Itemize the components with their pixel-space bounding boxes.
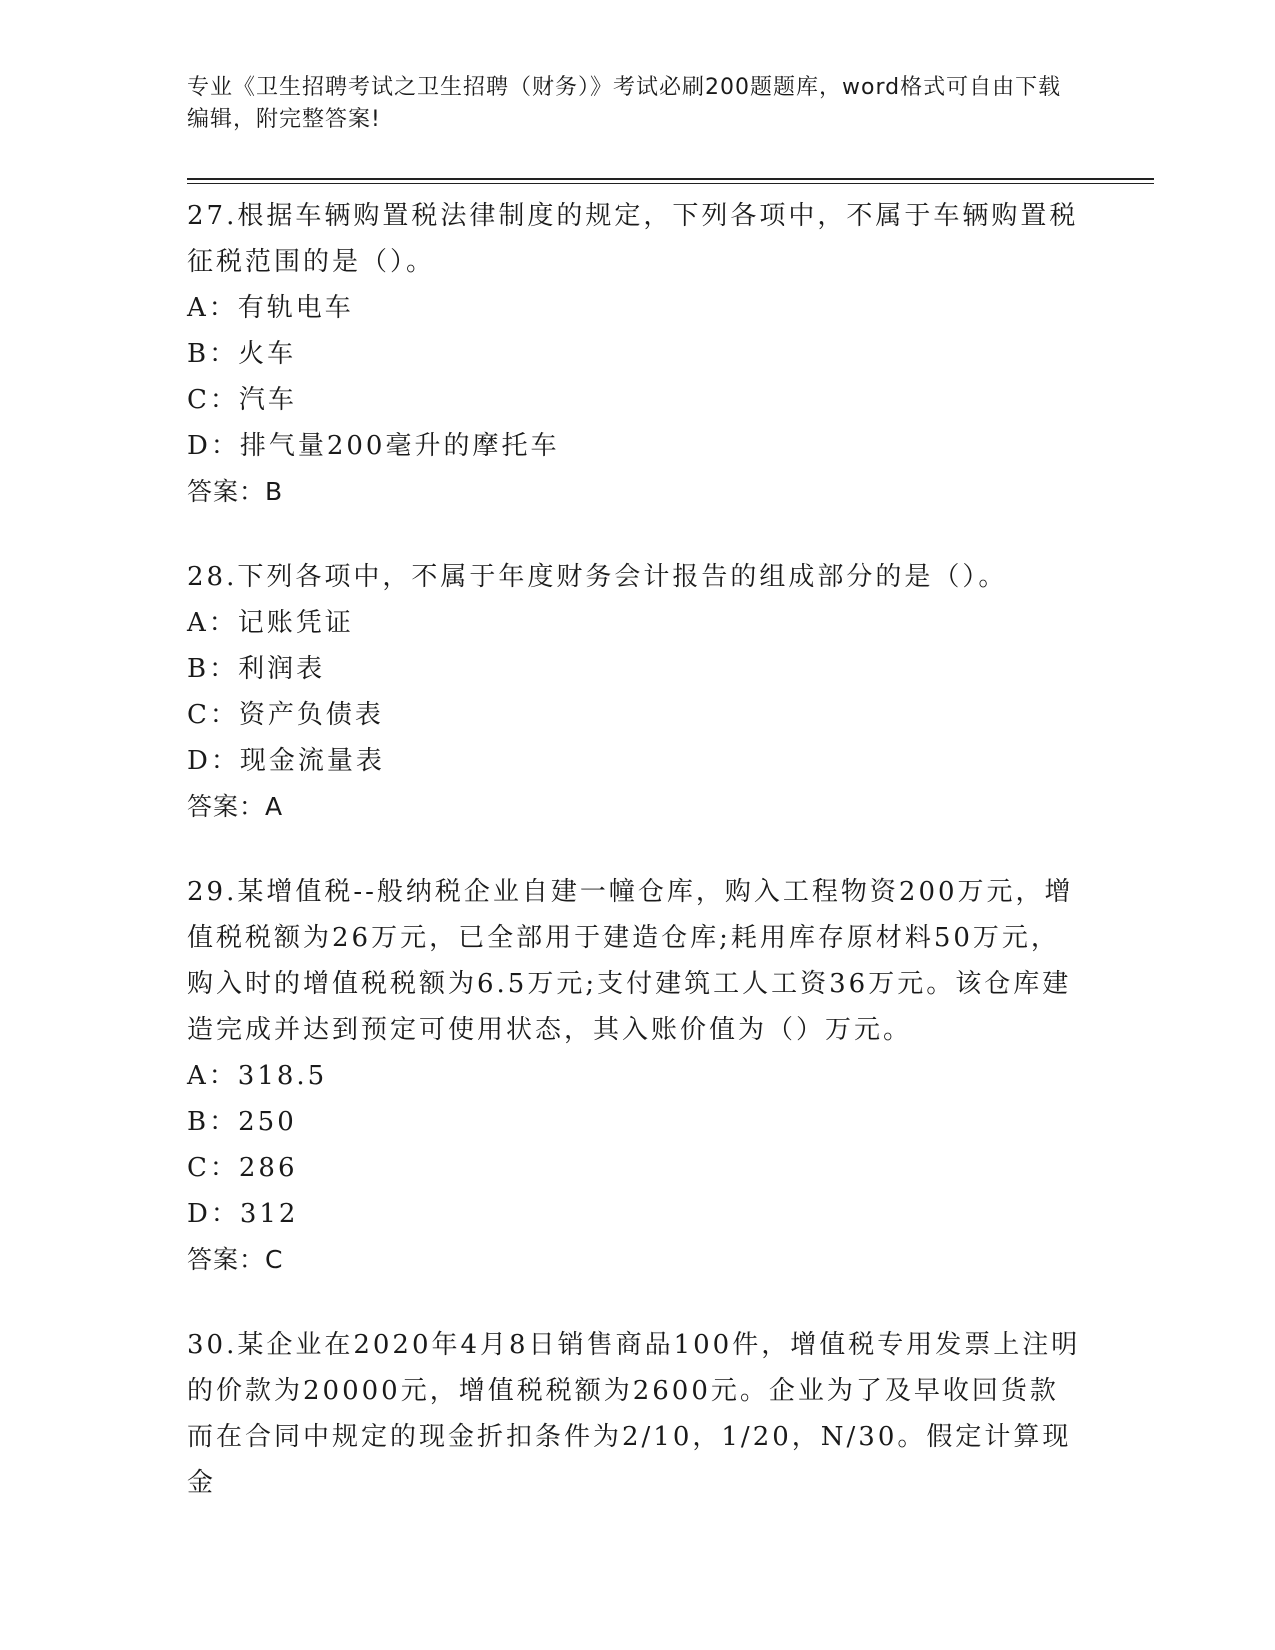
question-text: 27.根据车辆购置税法律制度的规定，下列各项中，不属于车辆购置税征税范围的是（）。 [187,201,1079,277]
option-a: A：318.5 [187,1061,328,1091]
header-divider-thick [187,178,1154,180]
option-a: A：记账凭证 [187,608,354,638]
option-c: C：286 [187,1153,298,1183]
option-b: B：利润表 [187,654,326,684]
answer: 答案：A [187,792,284,821]
question-28 [187,554,1087,830]
question-27 [187,193,1087,515]
question-list [187,193,1087,1545]
option-d: D：排气量200毫升的摩托车 [187,431,560,461]
question-text: 28.下列各项中，不属于年度财务会计报告的组成部分的是（）。 [187,562,1008,592]
option-b: B：250 [187,1107,297,1137]
option-c: C：资产负债表 [187,700,384,730]
option-c: C：汽车 [187,385,297,415]
answer: 答案：C [187,1245,284,1274]
question-30 [187,1322,1087,1506]
option-a: A：有轨电车 [187,293,354,323]
document-header: 专业《卫生招聘考试之卫生招聘（财务）》考试必刷200题题库，word格式可自由下载编辑，附完整答案! [187,75,1062,132]
option-d: D：现金流量表 [187,746,385,776]
question-text: 29.某增值税--般纳税企业自建一幢仓库，购入工程物资200万元，增值税税额为26万元，已全部用于建造仓库;耗用库存原材料50万元，购入时的增值税税额为6.5万元;支付建筑工人工资36万元。该仓库建造完成并达到预定可使用状态，其入账价值为（）万元。 [187,877,1074,1045]
option-d: D：312 [187,1199,299,1229]
question-29 [187,869,1087,1283]
answer: 答案：B [187,477,284,506]
question-text: 30.某企业在2020年4月8日销售商品100件，增值税专用发票上注明的价款为20000元，增值税税额为2600元。企业为了及早收回货款而在合同中规定的现金折扣条件为2/10，1/20，N/30。假定计算现金 [187,1330,1081,1498]
option-b: B：火车 [187,339,297,369]
header-divider-thin [187,183,1154,184]
